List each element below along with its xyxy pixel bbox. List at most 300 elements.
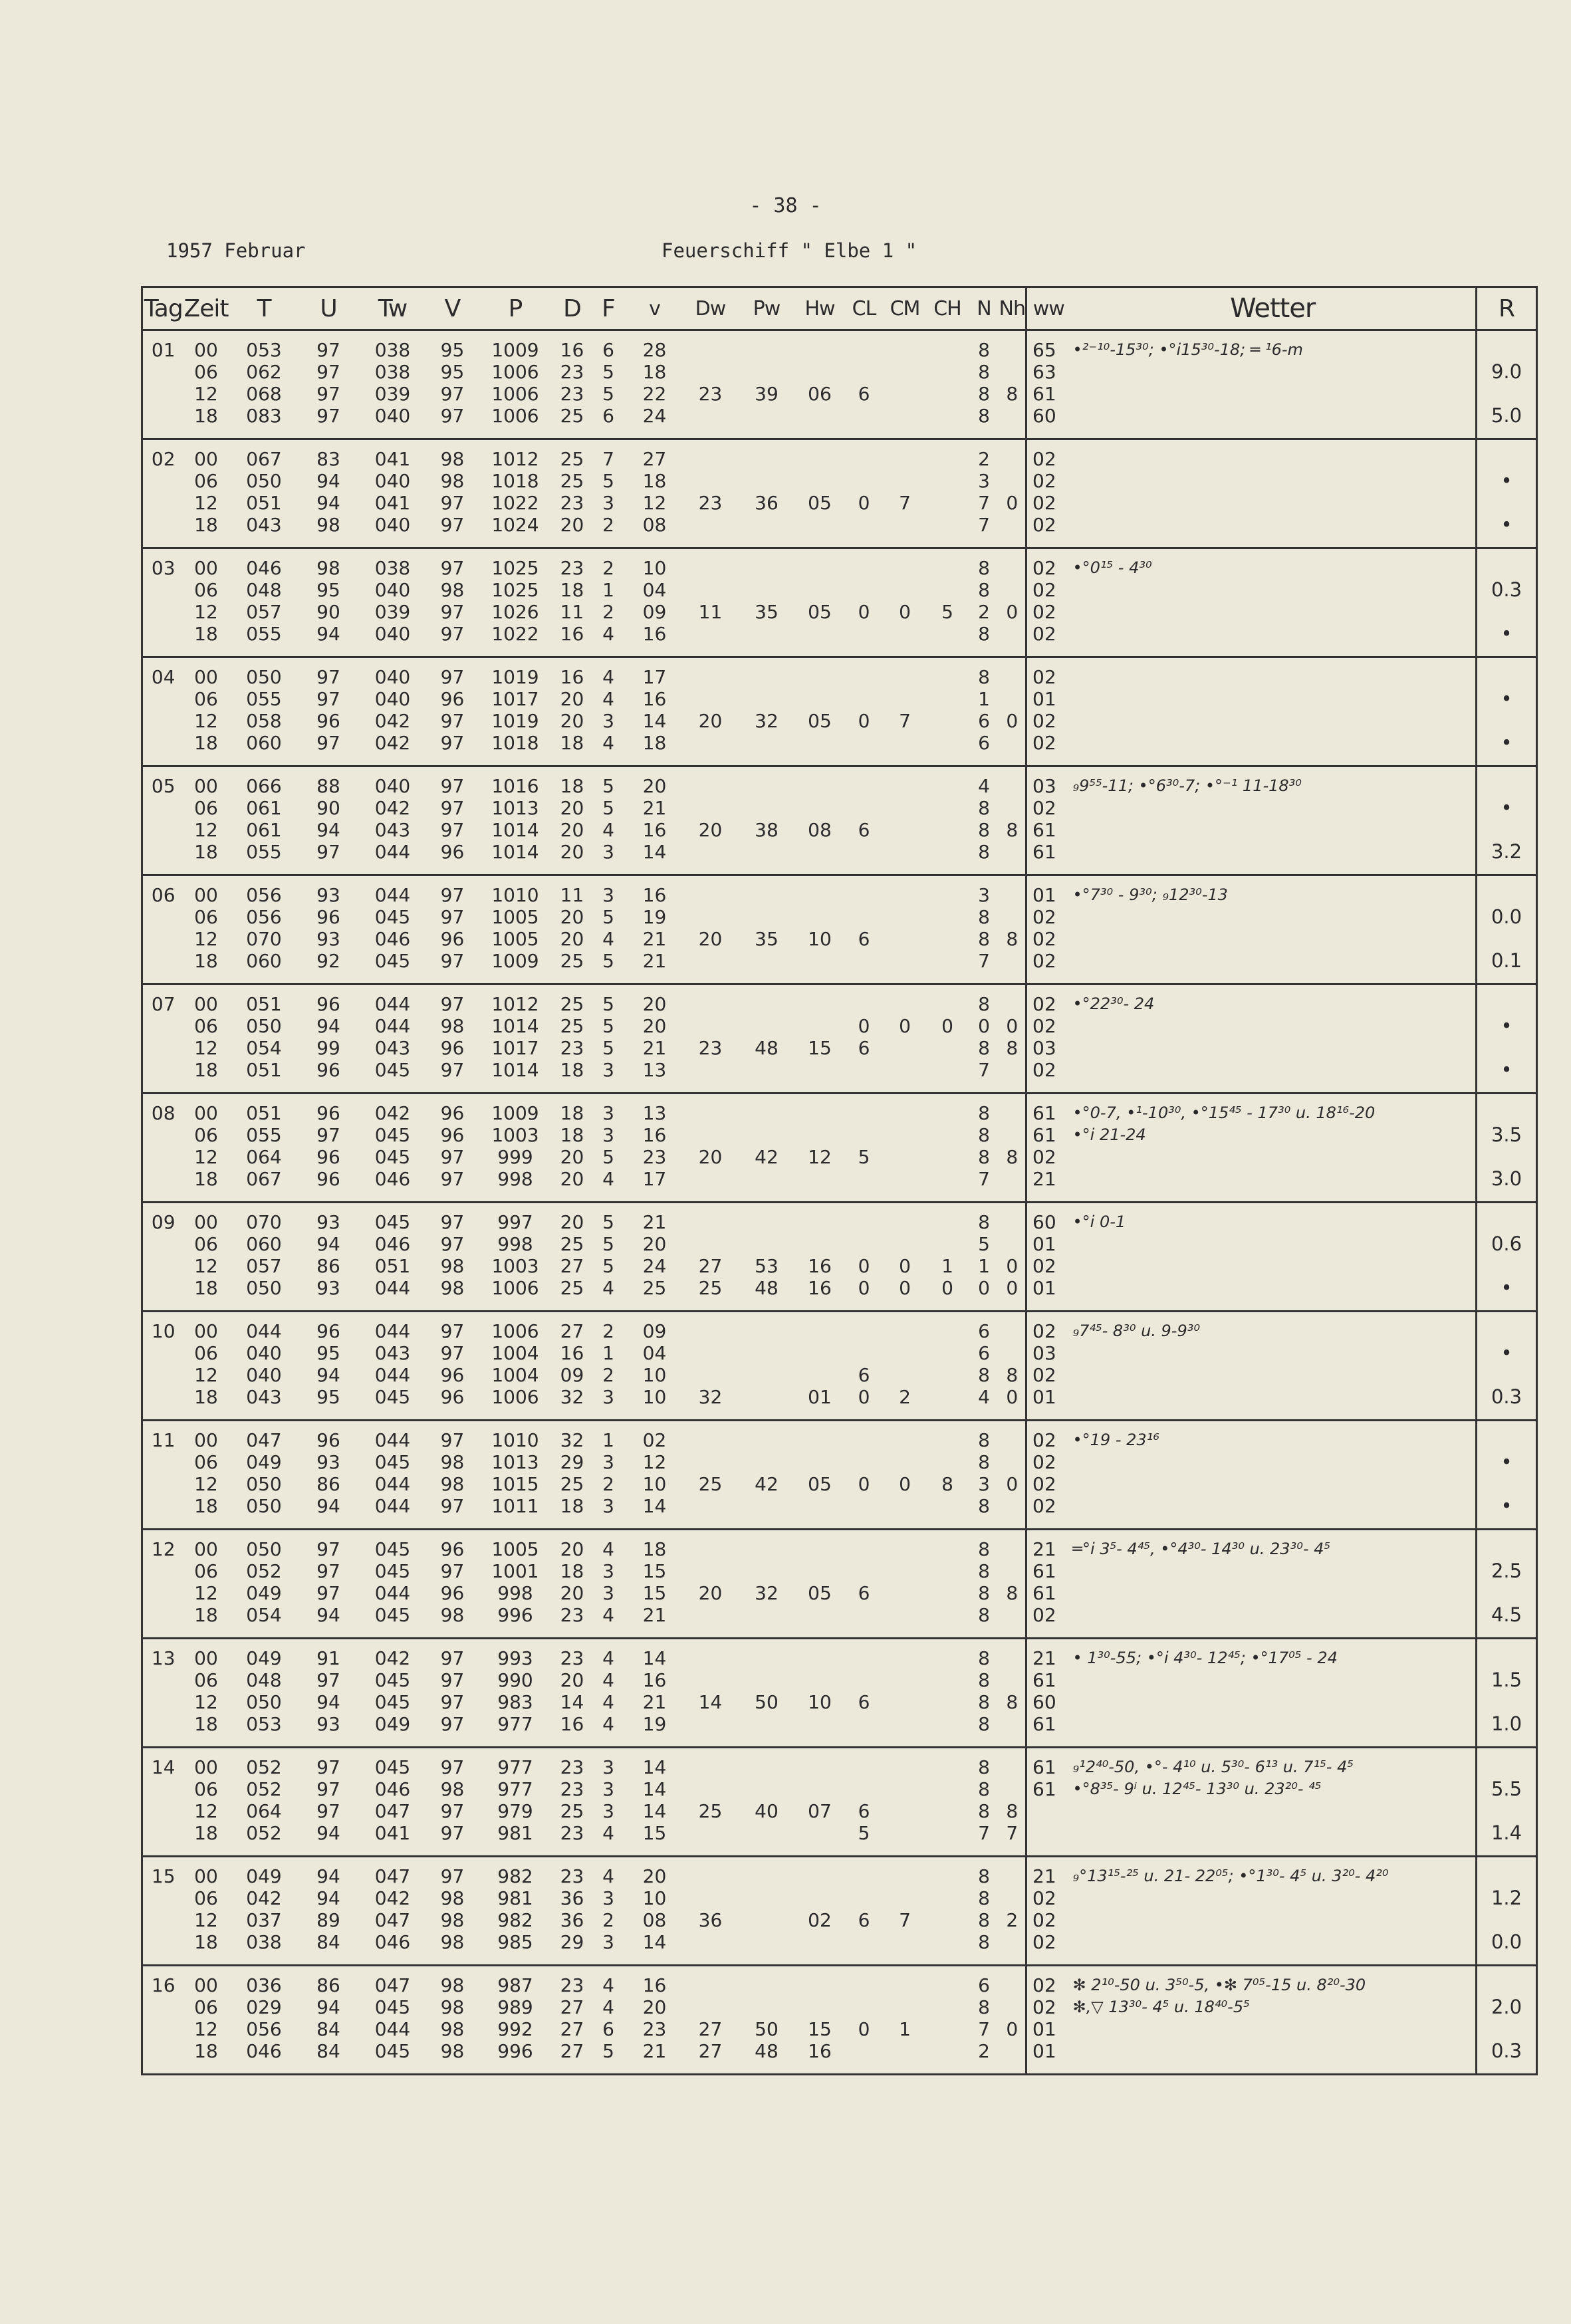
cell-r: • • [1477, 1421, 1537, 1530]
cell-wetter: •°19 - 23¹⁶ [1070, 1421, 1477, 1530]
cell-visibility: 98 98 97 97 [428, 439, 477, 548]
cell-r: 3.5 3.0 [1477, 1094, 1537, 1203]
cell-wetter: ₉9⁵⁵-11; •°6³⁰-7; •°⁻¹ 11-18³⁰ [1070, 766, 1477, 875]
cell-ww: 02 01 02 02 [1027, 657, 1070, 766]
cell-cloud-mid [884, 766, 926, 875]
cell-wind-direction: 27 16 09 32 [554, 1312, 591, 1421]
cell-cloud-cover: 2 3 7 7 [969, 439, 999, 548]
cell-cloud-high [926, 1966, 969, 2075]
cell-visibility: 97 97 97 96 [428, 766, 477, 875]
cell-wind-direction: 25 25 23 20 [554, 439, 591, 548]
cell-humidity: 86 94 84 84 [300, 1966, 358, 2075]
col-header-zeit: Zeit [184, 287, 229, 330]
cell-swell-period: 42 [738, 1094, 796, 1203]
cell-cloud-cover: 8 8 3 8 [969, 1421, 999, 1530]
cell-temperature: 049 042 037 038 [229, 1857, 300, 1966]
cell-pressure: 1010 1013 1015 1011 [477, 1421, 554, 1530]
cell-r: 9.0 5.0 [1477, 330, 1537, 439]
cell-visibility: 97 98 98 97 [428, 1421, 477, 1530]
cell-r: 5.5 1.4 [1477, 1748, 1537, 1857]
cell-visibility: 97 98 97 97 [428, 1748, 477, 1857]
cell-cloud-cover: 8 1 6 6 [969, 657, 999, 766]
cell-wind-direction: 32 29 25 18 [554, 1421, 591, 1530]
cell-visibility: 97 97 96 97 [428, 875, 477, 985]
cell-swell-direction: 25 [683, 1421, 738, 1530]
cell-zeit: 00 06 12 18 [184, 1203, 229, 1312]
cell-cloud-cover: 8 8 2 8 [969, 548, 999, 657]
cell-zeit: 00 06 12 18 [184, 766, 229, 875]
cell-swell-period [738, 1857, 796, 1966]
cell-cloud-high [926, 1094, 969, 1203]
cell-swell-period [738, 1312, 796, 1421]
cell-water-temp: 038 040 039 040 [358, 548, 428, 657]
cell-wind-speed: 02 12 10 14 [626, 1421, 683, 1530]
cell-swell-period: 35 [738, 548, 796, 657]
day-row [142, 766, 1537, 875]
cell-wind-speed: 18 15 15 21 [626, 1530, 683, 1639]
cell-visibility: 97 97 97 97 [428, 1639, 477, 1748]
cell-low-cloud-cover: 8 [999, 1639, 1027, 1748]
cell-cloud-high [926, 1639, 969, 1748]
cell-temperature: 050 052 049 054 [229, 1530, 300, 1639]
cell-swell-direction: 32 [683, 1312, 738, 1421]
cell-ww: 60 01 02 01 [1027, 1203, 1070, 1312]
cell-wind-direction: 25 25 23 18 [554, 985, 591, 1094]
cell-zeit: 00 06 12 18 [184, 1312, 229, 1421]
cell-cloud-cover: 8 0 8 7 [969, 985, 999, 1094]
cell-r: 0.6 • [1477, 1203, 1537, 1312]
cell-water-temp: 038 038 039 040 [374, 339, 411, 427]
cell-wind-speed: 14 14 14 15 [626, 1748, 683, 1857]
cell-low-cloud-cover: 2 [999, 1857, 1027, 1966]
cell-wind-force: 2 1 2 4 [591, 548, 626, 657]
cell-swell-height: 10 [796, 875, 844, 985]
cell-pressure: 1012 1014 1017 1014 [477, 985, 554, 1094]
cell-swell-direction: 27 27 [683, 1966, 738, 2075]
cell-cloud-cover: 8 8 8 7 [969, 1094, 999, 1203]
cell-wind-speed: 16 20 23 21 [626, 1966, 683, 2075]
page-number: - 38 - [749, 194, 822, 217]
cell-swell-height: 05 [796, 439, 844, 548]
cell-humidity: 96 93 86 94 [300, 1421, 358, 1530]
cell-r: 0.3 • [1477, 548, 1537, 657]
cell-wind-speed: 17 16 14 18 [626, 657, 683, 766]
cell-wind-force: 4 4 3 4 [591, 657, 626, 766]
cell-cloud-cover: 8 8 8 8 [978, 339, 990, 427]
cell-humidity: 93 96 93 92 [300, 875, 358, 985]
cell-zeit: 00 06 12 18 [184, 1421, 229, 1530]
cell-low-cloud-cover: 0 [999, 1421, 1027, 1530]
cell-humidity: 83 94 94 98 [300, 439, 358, 548]
column-header-row [142, 287, 1537, 330]
cell-pressure: 997 998 1003 1006 [477, 1203, 554, 1312]
cell-low-cloud-cover: 0 0 [999, 1203, 1027, 1312]
day-row [142, 548, 1537, 657]
day-row [142, 985, 1537, 1094]
cell-wetter: •°i 0-1 [1070, 1203, 1477, 1312]
cell-cloud-high [926, 1857, 969, 1966]
cell-swell-height: 12 [796, 1094, 844, 1203]
cell-zeit: 00 06 12 18 [184, 1966, 229, 2075]
cell-wind-speed: 13 16 23 17 [626, 1094, 683, 1203]
cell-wetter: •°7³⁰ - 9³⁰; ₉12³⁰-13 [1070, 875, 1477, 985]
cell-wind-direction: 16 23 23 25 [560, 339, 584, 427]
cell-cloud-cover: 8 8 8 8 [969, 1530, 999, 1639]
cell-wetter: ₉7⁴⁵- 8³⁰ u. 9-9³⁰ [1070, 1312, 1477, 1421]
cell-cloud-high [926, 439, 969, 548]
cell-swell-direction: 27 25 [683, 1203, 738, 1312]
cell-cloud-mid [884, 1639, 926, 1748]
day-row [142, 1639, 1537, 1748]
col-header-u: U [300, 287, 358, 330]
cell-swell-direction: 23 [683, 439, 738, 548]
cell-swell-period: 53 48 [738, 1203, 796, 1312]
col-header-f: F [591, 287, 626, 330]
cell-ww: 02 02 02 02 [1027, 1421, 1070, 1530]
day-row [142, 1421, 1537, 1530]
cell-swell-period: 32 [738, 1530, 796, 1639]
cell-swell-height: 15 [796, 985, 844, 1094]
cell-ww: 65 63 61 60 [1027, 330, 1070, 439]
cell-wind-speed: 20 20 21 13 [626, 985, 683, 1094]
cell-tag: 05 [142, 766, 184, 875]
cell-water-temp: 047 045 044 045 [358, 1966, 428, 2075]
cell-ww: 03 02 61 61 [1027, 766, 1070, 875]
cell-humidity: 96 97 96 96 [300, 1094, 358, 1203]
cell-wind-force: 2 1 2 3 [591, 1312, 626, 1421]
cell-humidity: 93 94 86 93 [300, 1203, 358, 1312]
cell-tag: 09 [142, 1203, 184, 1312]
cell-pressure: 1016 1013 1014 1014 [477, 766, 554, 875]
cell-swell-direction: 20 [683, 657, 738, 766]
cell-cloud-low: 0 [844, 548, 884, 657]
day-row [142, 1966, 1537, 2075]
cell-water-temp: 047 042 047 046 [358, 1857, 428, 1966]
cell-swell-direction: 11 [683, 548, 738, 657]
cell-ww: 01 02 02 02 [1027, 875, 1070, 985]
cell-cloud-low: 0 [844, 657, 884, 766]
col-header-n: N [969, 287, 999, 330]
cell-humidity: 97 97 96 97 [300, 657, 358, 766]
cell-cloud-low: 0 [844, 1421, 884, 1530]
cell-water-temp: 040 040 042 042 [358, 657, 428, 766]
cell-swell-height: 06 [808, 383, 832, 405]
cell-ww: 02 02 02 02 [1027, 548, 1070, 657]
cell-low-cloud-cover: 8 [999, 1094, 1027, 1203]
cell-temperature: 044 040 040 043 [229, 1312, 300, 1421]
cell-cloud-high [926, 875, 969, 985]
cell-swell-height: 08 [796, 766, 844, 875]
col-header-wetter: Wetter [1070, 287, 1477, 330]
cell-wetter: •°0-7, •¹-10³⁰, •°15⁴⁵ - 17³⁰ u. 18¹⁶-20 •°i 21-24 [1070, 1094, 1477, 1203]
cell-tag: 06 [142, 875, 184, 985]
day-rows [142, 330, 1537, 2075]
cell-swell-height: 05 [796, 1530, 844, 1639]
cell-visibility: 97 97 96 96 [428, 1312, 477, 1421]
cell-r: 1.5 1.0 [1477, 1639, 1537, 1748]
cell-low-cloud-cover: 0 [999, 548, 1027, 657]
cell-temperature: 070 060 057 050 [229, 1203, 300, 1312]
header-station: Feuerschiff " Elbe 1 " [662, 239, 917, 262]
col-header-d: D [554, 287, 591, 330]
cell-cloud-high [926, 766, 969, 875]
cell-water-temp: 045 046 047 041 [358, 1748, 428, 1857]
cell-swell-height: 15 16 [796, 1966, 844, 2075]
col-header-v-lower: v [626, 287, 683, 330]
cell-swell-direction: 23 [698, 383, 723, 405]
cell-swell-height: 10 [796, 1639, 844, 1748]
cell-zeit: 00 06 12 18 [194, 339, 218, 427]
cell-swell-direction: 20 [683, 766, 738, 875]
col-header-pw: Pw [738, 287, 796, 330]
cell-wind-speed: 14 16 21 19 [626, 1639, 683, 1748]
cell-cloud-low: 6 [844, 766, 884, 875]
cell-wind-direction: 11 20 20 25 [554, 875, 591, 985]
cell-wetter: ₉°13¹⁵-²⁵ u. 21- 22⁰⁵; •°1³⁰- 4⁵ u. 3²⁰- 4²⁰ [1070, 1857, 1477, 1966]
cell-ww: 61 61 02 21 [1027, 1094, 1070, 1203]
cell-cloud-cover: 6 6 8 4 [969, 1312, 999, 1421]
cell-cloud-high [926, 1312, 969, 1421]
cell-cloud-mid [884, 330, 926, 439]
cell-water-temp: 041 040 041 040 [358, 439, 428, 548]
cell-pressure: 982 981 982 985 [477, 1857, 554, 1966]
day-row [142, 1857, 1537, 1966]
cell-zeit: 00 06 12 18 [184, 1094, 229, 1203]
cell-ww: 02 02 01 01 [1027, 1966, 1070, 2075]
col-header-r: R [1477, 287, 1537, 330]
cell-ww: 21 02 02 02 [1027, 1857, 1070, 1966]
cell-r: 1.2 0.0 [1477, 1857, 1537, 1966]
cell-ww: 02 03 02 01 [1027, 1312, 1070, 1421]
cell-cloud-mid [884, 1530, 926, 1639]
cell-low-cloud-cover: 0 [999, 1966, 1027, 2075]
col-header-ch: CH [926, 287, 969, 330]
cell-ww: 61 61 [1027, 1748, 1070, 1857]
cell-wetter [1070, 657, 1477, 766]
day-row [142, 875, 1537, 985]
cell-tag: 14 [142, 1748, 184, 1857]
cell-r: • • [1477, 985, 1537, 1094]
cell-r: • • [1477, 657, 1537, 766]
cell-tag: 07 [142, 985, 184, 1094]
cell-wind-direction: 23 36 36 29 [554, 1857, 591, 1966]
cell-humidity: 94 94 89 84 [300, 1857, 358, 1966]
cell-water-temp: 040 042 043 044 [358, 766, 428, 875]
cell-tag: 08 [142, 1094, 184, 1203]
cell-wind-direction: 18 20 20 20 [554, 766, 591, 875]
cell-cloud-low: 6 [844, 875, 884, 985]
cell-wetter: ✻ 2¹⁰-50 u. 3⁵⁰-5, •✻ 7⁰⁵-15 u. 8²⁰-30 ✻,▽ 13³⁰- 4⁵ u. 18⁴⁰-5⁵ [1070, 1966, 1477, 2075]
cell-temperature: 049 048 050 053 [229, 1639, 300, 1748]
cell-cloud-high: 0 [926, 985, 969, 1094]
cell-pressure: 1010 1005 1005 1009 [477, 875, 554, 985]
cell-temperature: 053 062 068 083 [246, 339, 282, 427]
cell-zeit: 00 06 12 18 [184, 1639, 229, 1748]
cell-humidity: 96 94 99 96 [300, 985, 358, 1094]
cell-temperature: 046 048 057 055 [229, 548, 300, 657]
cell-tag: 02 [142, 439, 184, 548]
cell-r: • 3.2 [1477, 766, 1537, 875]
cell-wind-speed: 16 19 21 21 [626, 875, 683, 985]
cell-pressure: 993 990 983 977 [477, 1639, 554, 1748]
cell-low-cloud-cover: 8 [999, 766, 1027, 875]
cell-swell-period: 40 [738, 1748, 796, 1857]
cell-wetter: ₉¹2⁴⁰-50, •°- 4¹⁰ u. 5³⁰- 6¹³ u. 7¹⁵- 4⁵ •°8³⁵- 9ⁱ u. 12⁴⁵- 13³⁰ u. 23²⁰- ⁴⁵ [1070, 1748, 1477, 1857]
cell-zeit: 00 06 12 18 [184, 1857, 229, 1966]
cell-wind-direction: 23 18 11 16 [554, 548, 591, 657]
col-header-v: V [428, 287, 477, 330]
cell-swell-period: 50 [738, 1639, 796, 1748]
cell-low-cloud-cover: 8 [999, 1530, 1027, 1639]
cell-temperature: 036 029 056 046 [229, 1966, 300, 2075]
cell-swell-direction: 20 [683, 1094, 738, 1203]
cell-zeit: 00 06 12 18 [184, 1748, 229, 1857]
cell-cloud-low: 6 [844, 1639, 884, 1748]
cell-ww: 21 61 61 02 [1027, 1530, 1070, 1639]
day-row [142, 1748, 1537, 1857]
cell-wind-direction: 16 20 20 18 [554, 657, 591, 766]
cell-low-cloud-cover: 8 [1006, 383, 1019, 405]
cell-humidity: 97 97 97 94 [300, 1748, 358, 1857]
cell-water-temp: 042 045 045 049 [358, 1639, 428, 1748]
cell-swell-period: 48 [738, 985, 796, 1094]
day-row [142, 1203, 1537, 1312]
cell-swell-height: 16 16 [796, 1203, 844, 1312]
cell-temperature: 067 050 051 043 [229, 439, 300, 548]
cell-swell-period: 36 [738, 439, 796, 548]
cell-wind-direction: 23 27 27 27 [554, 1966, 591, 2075]
cell-water-temp: 045 045 044 045 [358, 1530, 428, 1639]
cell-pressure: 1009 1003 999 998 [477, 1094, 554, 1203]
day-row [142, 1312, 1537, 1421]
cell-visibility: 98 98 98 98 [428, 1966, 477, 2075]
cell-cloud-low: 0 6 [844, 985, 884, 1094]
cell-cloud-low: 6 5 [844, 1748, 884, 1857]
cell-cloud-cover: 8 5 1 0 [969, 1203, 999, 1312]
cell-humidity: 98 95 90 94 [300, 548, 358, 657]
cell-r: • 0.3 [1477, 1312, 1537, 1421]
cell-swell-direction: 23 [683, 985, 738, 1094]
cell-visibility: 96 96 97 97 [428, 1094, 477, 1203]
cell-temperature: 050 055 058 060 [229, 657, 300, 766]
cell-water-temp: 044 045 046 045 [358, 875, 428, 985]
col-header-cm: CM [884, 287, 926, 330]
cell-visibility: 97 96 97 97 [428, 657, 477, 766]
cell-tag: 13 [142, 1639, 184, 1748]
cell-tag: 16 [142, 1966, 184, 2075]
cell-wind-speed: 20 21 16 14 [626, 766, 683, 875]
cell-cloud-cover: 8 8 8 7 [969, 1748, 999, 1857]
cell-low-cloud-cover: 0 [999, 657, 1027, 766]
cell-wind-force: 6 5 5 6 [602, 339, 614, 427]
cell-wind-force: 3 3 5 4 [591, 1094, 626, 1203]
cell-cloud-mid [884, 1094, 926, 1203]
cell-swell-direction: 36 [683, 1857, 738, 1966]
cell-cloud-cover: 8 8 8 8 [969, 1639, 999, 1748]
col-header-tw: Tw [358, 287, 428, 330]
cell-cloud-low: 6 [858, 383, 870, 405]
day-row [142, 1094, 1537, 1203]
cell-humidity: 88 90 94 97 [300, 766, 358, 875]
col-header-dw: Dw [683, 287, 738, 330]
cell-wind-force: 5 5 5 3 [591, 985, 626, 1094]
cell-tag: 12 [142, 1530, 184, 1639]
cell-cloud-cover: 8 8 8 8 [969, 1857, 999, 1966]
cell-wetter: •²⁻¹⁰-15³⁰; •°i15³⁰-18; ═ ¹6-m [1072, 340, 1303, 359]
cell-wind-force: 7 5 3 2 [591, 439, 626, 548]
cell-temperature: 051 050 054 051 [229, 985, 300, 1094]
cell-cloud-mid [884, 1748, 926, 1857]
cell-wetter: •°22³⁰- 24 [1070, 985, 1477, 1094]
cell-pressure: 1009 1006 1006 1006 [491, 339, 539, 427]
col-header-t: T [229, 287, 300, 330]
cell-wind-force: 4 4 6 5 [591, 1966, 626, 2075]
cell-swell-direction: 14 [683, 1639, 738, 1748]
cell-cloud-mid: 0 [884, 985, 926, 1094]
cell-cloud-low: 6 0 [844, 1312, 884, 1421]
cell-swell-height: 05 [796, 657, 844, 766]
cell-pressure: 987 989 992 996 [477, 1966, 554, 2075]
cell-wind-force: 4 3 2 3 [591, 1857, 626, 1966]
cell-wind-speed: 28 18 22 24 [642, 339, 667, 427]
cell-cloud-mid: 7 [884, 657, 926, 766]
cell-pressure: 1006 1004 1004 1006 [477, 1312, 554, 1421]
cell-visibility: 97 98 98 98 [428, 1857, 477, 1966]
cell-wind-direction: 20 18 20 23 [554, 1530, 591, 1639]
cell-swell-period: 42 [738, 1421, 796, 1530]
cell-cloud-low: 5 [844, 1094, 884, 1203]
cell-swell-period: 39 [755, 383, 779, 405]
cell-cloud-low: 0 0 [844, 1203, 884, 1312]
cell-pressure: 977 977 979 981 [477, 1748, 554, 1857]
cell-water-temp: 042 045 045 046 [358, 1094, 428, 1203]
day-row [142, 330, 1537, 439]
cell-cloud-cover: 3 8 8 7 [969, 875, 999, 985]
cell-cloud-mid: 2 [884, 1312, 926, 1421]
cell-zeit: 00 06 12 18 [184, 439, 229, 548]
cell-low-cloud-cover: 8 0 [999, 1312, 1027, 1421]
col-header-p: P [477, 287, 554, 330]
cell-water-temp: 044 045 044 044 [358, 1421, 428, 1530]
cell-tag: 11 [142, 1421, 184, 1530]
cell-low-cloud-cover: 8 7 [999, 1748, 1027, 1857]
cell-visibility: 95 95 97 97 [440, 339, 465, 427]
cell-wind-speed: 20 10 08 14 [626, 1857, 683, 1966]
cell-visibility: 97 98 96 97 [428, 985, 477, 1094]
cell-temperature: 047 049 050 050 [229, 1421, 300, 1530]
cell-pressure: 1025 1025 1026 1022 [477, 548, 554, 657]
cell-cloud-mid: 0 0 [884, 1203, 926, 1312]
col-header-cl: CL [844, 287, 884, 330]
cell-wind-speed: 21 20 24 25 [626, 1203, 683, 1312]
col-header-tag: Tag [142, 287, 184, 330]
cell-wind-force: 3 5 4 5 [591, 875, 626, 985]
cell-swell-height: 05 [796, 548, 844, 657]
cell-wetter: ═°i 3⁵- 4⁴⁵, •°4³⁰- 14³⁰ u. 23³⁰- 4⁵ [1070, 1530, 1477, 1639]
day-row [142, 1530, 1537, 1639]
cell-pressure: 1012 1018 1022 1024 [477, 439, 554, 548]
cell-swell-period: 35 [738, 875, 796, 985]
cell-ww: 02 02 02 02 [1027, 439, 1070, 548]
cell-cloud-low: 6 [844, 1530, 884, 1639]
cell-cloud-high [926, 1748, 969, 1857]
cell-low-cloud-cover: 0 8 [999, 985, 1027, 1094]
cell-wind-force: 4 3 3 4 [591, 1530, 626, 1639]
cell-tag: 03 [142, 548, 184, 657]
cell-swell-height: 01 [796, 1312, 844, 1421]
day-row [142, 439, 1537, 548]
cell-wind-force: 5 5 5 4 [591, 1203, 626, 1312]
